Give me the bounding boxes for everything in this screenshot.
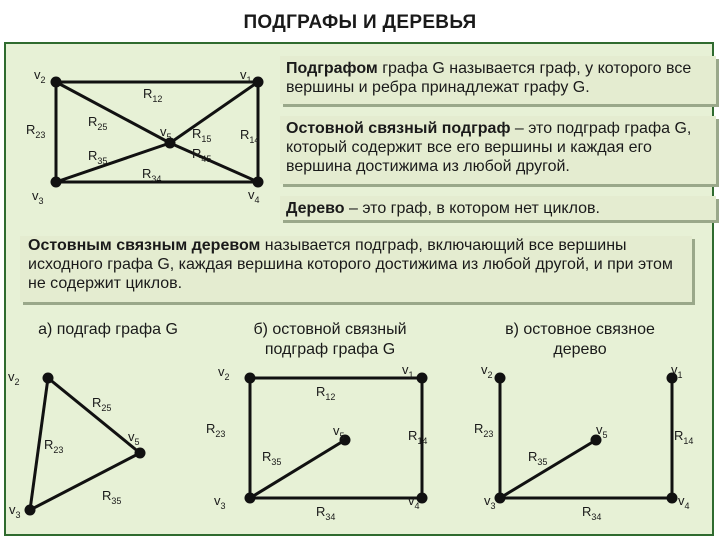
vertex-label-v3: $v_3$ bbox=[32, 188, 44, 206]
vertex-label-v1: $v_1$ bbox=[240, 67, 252, 85]
page-title: ПОДГРАФЫ И ДЕРЕВЬЯ bbox=[243, 12, 477, 33]
vertex-label-v3: $v_3$ bbox=[214, 493, 226, 511]
edge-label-R23: $R_{23}$ bbox=[26, 122, 46, 140]
edge-R25 bbox=[48, 378, 140, 453]
vertex-label-v3: $v_3$ bbox=[484, 493, 496, 511]
edge-label-R25: $R_{25}$ bbox=[92, 395, 112, 413]
term-tree: Дерево bbox=[286, 200, 345, 217]
edge-R25 bbox=[56, 82, 170, 143]
edge-label-R34: $R_{34}$ bbox=[316, 504, 336, 522]
vertex-label-v4: $v_4$ bbox=[678, 493, 690, 511]
vertex-v5 bbox=[135, 448, 146, 459]
edge-label-R25: $R_{25}$ bbox=[88, 114, 108, 132]
edge-label-R12: $R_{12}$ bbox=[143, 86, 163, 104]
edge-label-R35: $R_{35}$ bbox=[528, 449, 548, 467]
vertex-v2 bbox=[245, 373, 256, 384]
edge-label-R35: $R_{35}$ bbox=[262, 449, 282, 467]
term-spanning-tree: Остовным связным деревом bbox=[28, 237, 261, 254]
term-subgraph: Подграфом bbox=[286, 60, 378, 77]
definition-subgraph-text: графа G называется граф, у которого все вершины и ребра принадлежат графу G. bbox=[286, 60, 692, 96]
graph-a bbox=[8, 369, 146, 520]
graph-main bbox=[26, 67, 264, 206]
vertex-v4 bbox=[667, 493, 678, 504]
vertex-v2 bbox=[43, 373, 54, 384]
vertex-label-v1: $v_1$ bbox=[671, 362, 683, 380]
vertex-label-v5: $v_5$ bbox=[333, 423, 345, 441]
edge-R35 bbox=[30, 453, 140, 510]
vertex-label-v2: $v_2$ bbox=[34, 67, 46, 85]
graph-c bbox=[474, 362, 693, 522]
definition-tree-text: – это граф, в котором нет циклов. bbox=[344, 200, 600, 217]
graph-b bbox=[206, 362, 428, 522]
term-spanning-subgraph: Остовной связный подграф bbox=[286, 120, 511, 137]
vertex-v1 bbox=[417, 373, 428, 384]
caption-subgraph: а) подгаф графа G bbox=[38, 321, 178, 338]
vertex-label-v2: $v_2$ bbox=[8, 369, 20, 387]
vertex-label-v4: $v_4$ bbox=[408, 493, 420, 511]
vertex-label-v4: $v_4$ bbox=[248, 187, 260, 205]
vertex-v3 bbox=[245, 493, 256, 504]
edge-label-R14: $R_{14}$ bbox=[408, 428, 428, 446]
vertex-label-v3: $v_3$ bbox=[9, 502, 21, 520]
vertex-v4 bbox=[253, 177, 264, 188]
vertex-v3 bbox=[495, 493, 506, 504]
edge-label-R15: $R_{15}$ bbox=[192, 126, 212, 144]
vertex-v2 bbox=[495, 373, 506, 384]
edge-label-R34: $R_{34}$ bbox=[582, 504, 602, 522]
vertex-v2 bbox=[51, 77, 62, 88]
edge-label-R14: $R_{14}$ bbox=[240, 127, 260, 145]
vertex-label-v5: $v_5$ bbox=[596, 422, 608, 440]
edge-label-R12: $R_{12}$ bbox=[316, 384, 336, 402]
vertex-label-v2: $v_2$ bbox=[481, 362, 493, 380]
edge-R45 bbox=[170, 143, 258, 182]
edge-label-R35: $R_{35}$ bbox=[88, 148, 108, 166]
edge-label-R23: $R_{23}$ bbox=[44, 437, 64, 455]
edge-label-R23: $R_{23}$ bbox=[474, 421, 494, 439]
caption-spanning-subgraph: б) остовной связный подграф графа G bbox=[253, 321, 407, 358]
edge-label-R45: $R_{45}$ bbox=[192, 146, 212, 164]
edge-label-R34: $R_{34}$ bbox=[142, 166, 162, 184]
vertex-v3 bbox=[51, 177, 62, 188]
vertex-label-v2: $v_2$ bbox=[218, 364, 230, 382]
vertex-label-v5: $v_5$ bbox=[128, 429, 140, 447]
vertex-v1 bbox=[253, 77, 264, 88]
vertex-label-v5: $v_5$ bbox=[160, 124, 172, 142]
edge-label-R35: $R_{35}$ bbox=[102, 488, 122, 506]
edge-R35 bbox=[500, 440, 596, 498]
edge-label-R23: $R_{23}$ bbox=[206, 421, 226, 439]
caption-spanning-tree: в) остовное связное дерево bbox=[505, 321, 655, 358]
definition-spanning-subgraph-text: – это подграф графа G, который содержит все его вершины и каждая его вершина достижима из любой другой. bbox=[286, 120, 692, 175]
vertex-label-v1: $v_1$ bbox=[402, 362, 414, 380]
edge-label-R14: $R_{14}$ bbox=[674, 428, 694, 446]
definition-spanning-tree-text: называется подграф, включающий все вершины исходного графа G, каждая вершина которого достижима из любой другой, и при этом не содержит циклов. bbox=[28, 237, 673, 292]
vertex-v3 bbox=[25, 505, 36, 516]
